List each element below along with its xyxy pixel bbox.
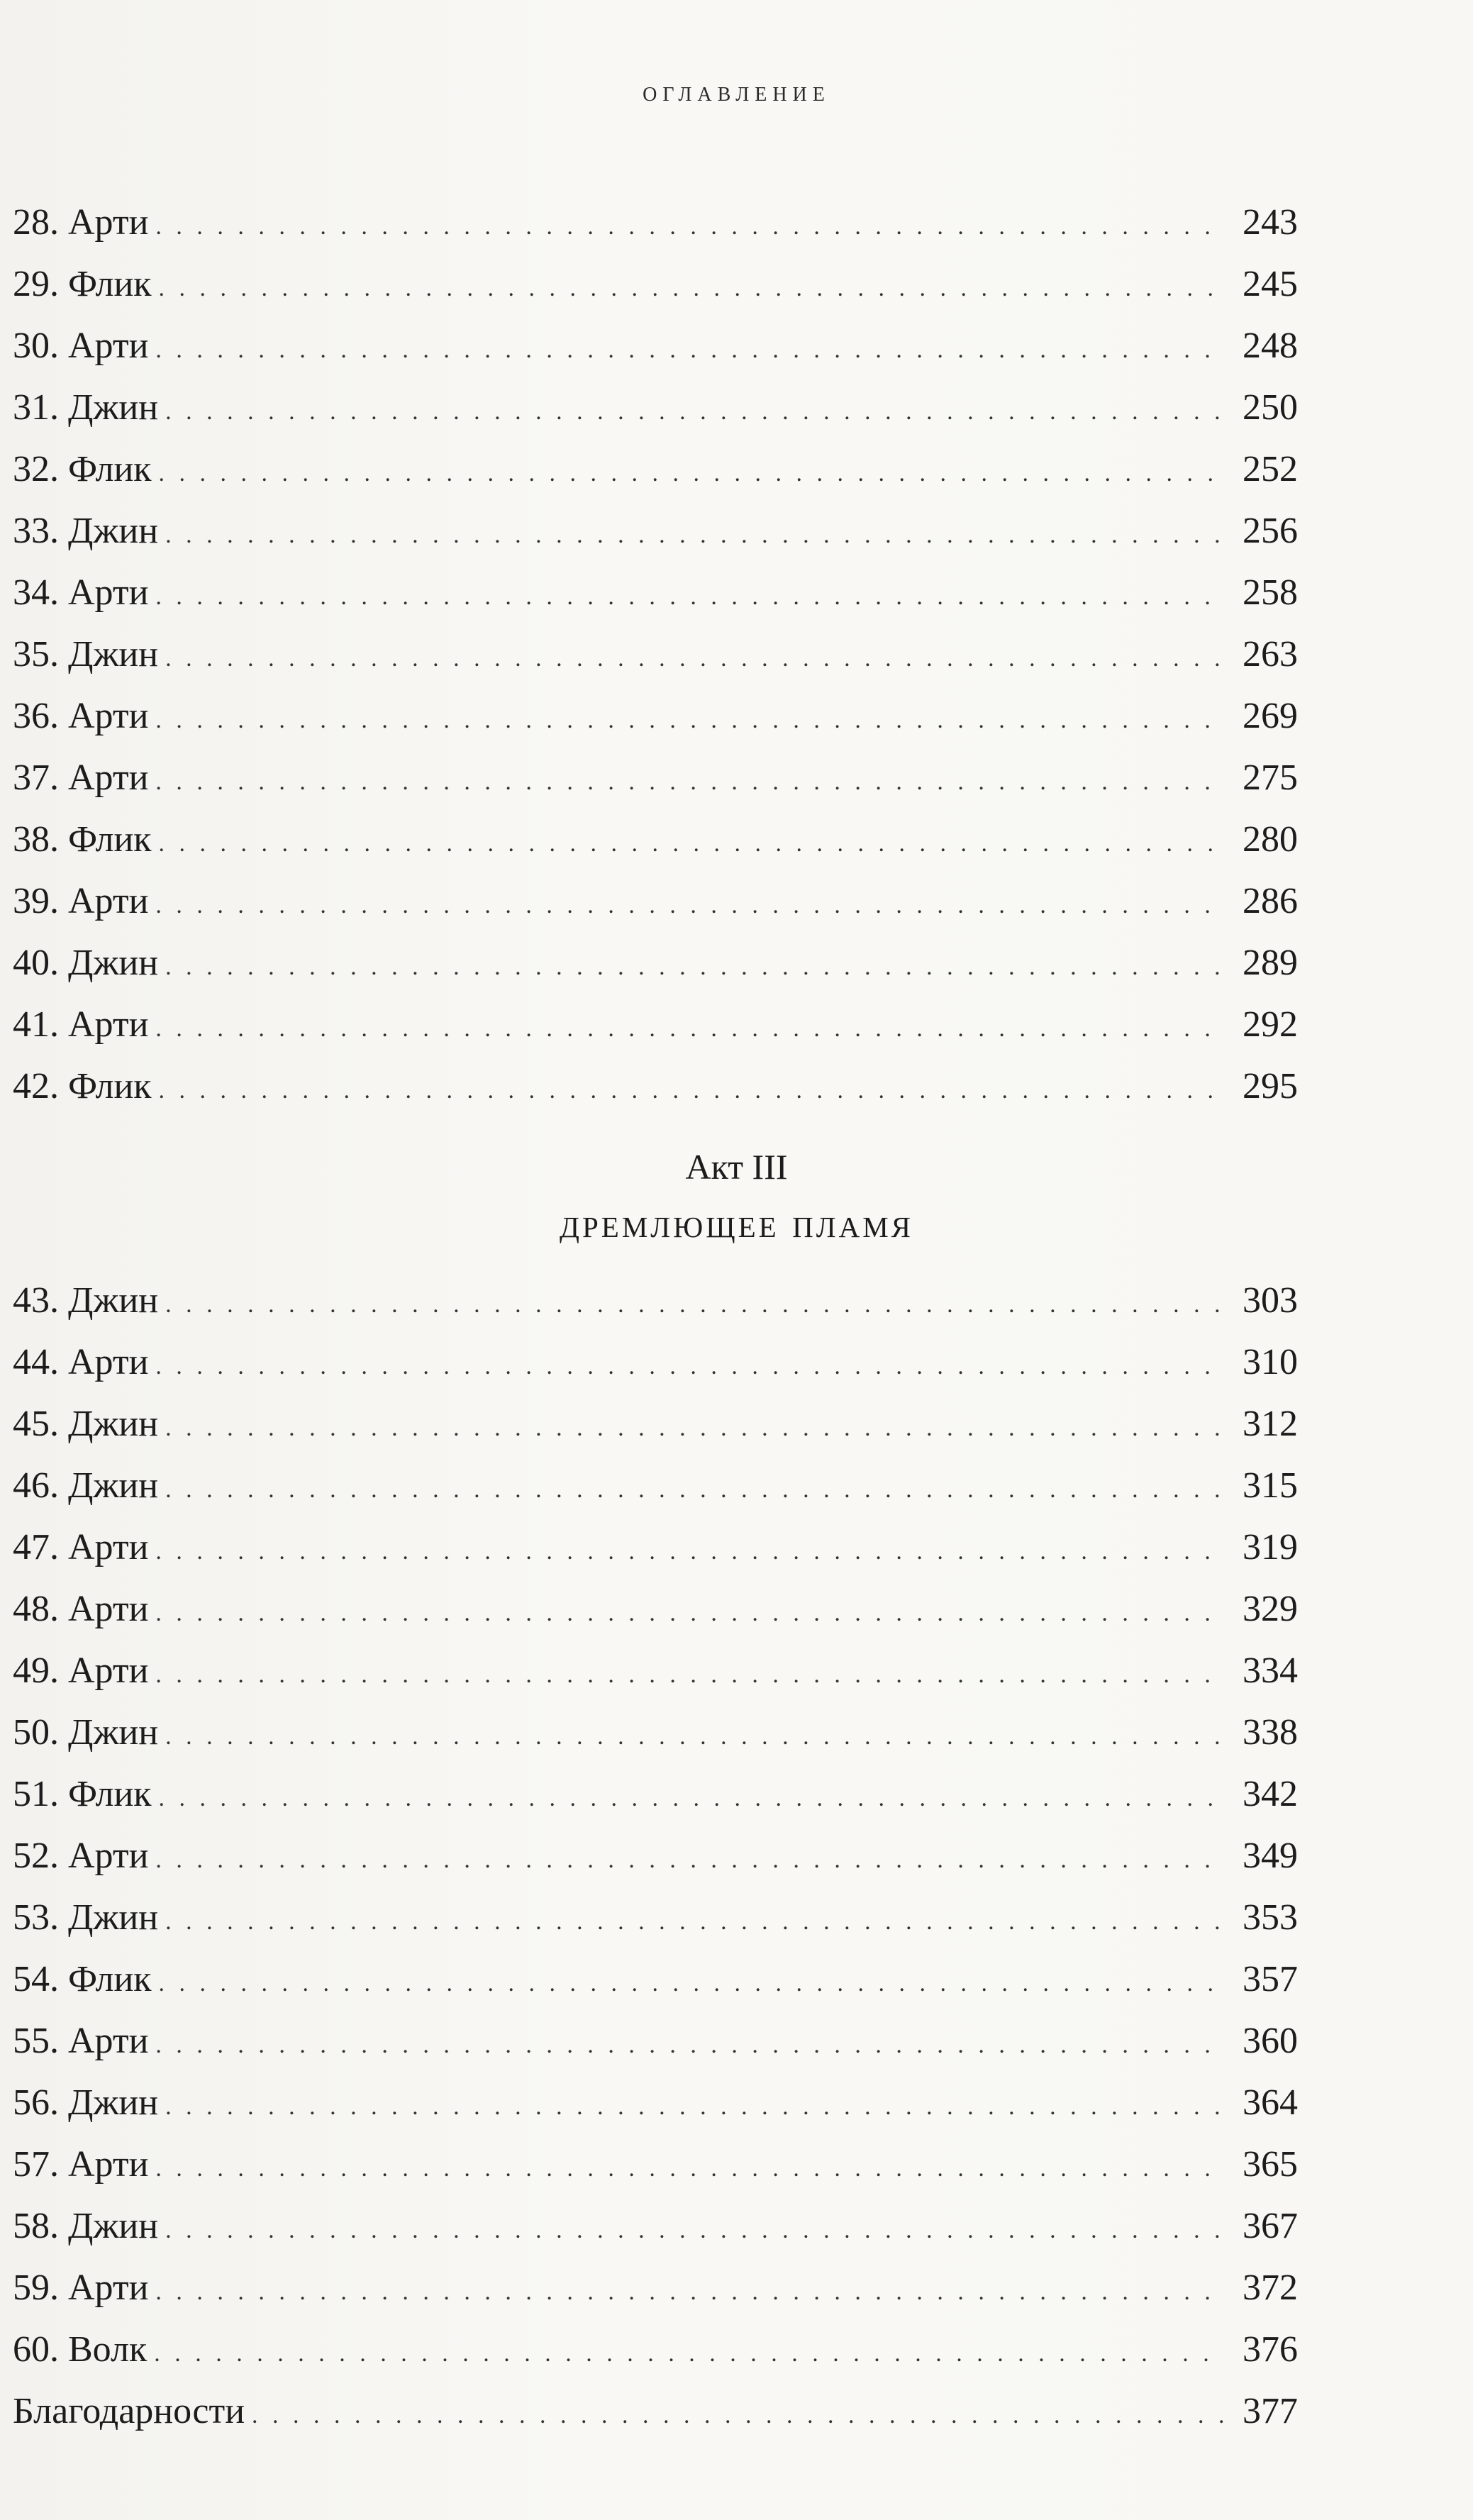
toc-entry-label: 52. Арти xyxy=(13,1836,149,1876)
dot-leader xyxy=(155,685,1223,751)
dot-leader xyxy=(155,1578,1223,1644)
toc-entry-label: 38. Флик xyxy=(13,819,152,860)
toc-list-part2 xyxy=(13,1270,1298,2442)
toc-entry-page: 315 xyxy=(1243,1465,1298,1506)
dot-leader xyxy=(165,623,1223,689)
dot-leader xyxy=(155,315,1223,381)
dot-leader xyxy=(165,1270,1223,1336)
toc-entry-label: 28. Арти xyxy=(13,202,149,243)
toc-entry xyxy=(13,1578,1298,1640)
toc-entry xyxy=(13,870,1298,932)
dot-leader xyxy=(159,1055,1223,1121)
toc-entry-label: 58. Джин xyxy=(13,2206,159,2246)
toc-entry-label: 51. Флик xyxy=(13,1774,152,1814)
toc-entry-page: 263 xyxy=(1243,634,1298,675)
dot-leader xyxy=(165,500,1223,566)
toc-entry xyxy=(13,1270,1298,1331)
dot-leader xyxy=(159,438,1223,504)
toc-entry-label: 42. Флик xyxy=(13,1066,152,1106)
toc-entry-page: 334 xyxy=(1243,1650,1298,1691)
toc-entry-page: 286 xyxy=(1243,881,1298,921)
toc-entry xyxy=(13,2195,1298,2257)
toc-entry xyxy=(13,2380,1298,2442)
toc-entry xyxy=(13,500,1298,562)
toc-entry xyxy=(13,2072,1298,2133)
toc-entry-label: 45. Джин xyxy=(13,1404,159,1444)
toc-entry-page: 360 xyxy=(1243,2021,1298,2061)
toc-entry xyxy=(13,2257,1298,2319)
toc-entry-label: 43. Джин xyxy=(13,1280,159,1321)
toc-entry xyxy=(13,1055,1298,1117)
toc-entry-page: 250 xyxy=(1243,387,1298,428)
toc-entry xyxy=(13,747,1298,809)
dot-leader xyxy=(159,1948,1223,2014)
toc-entry xyxy=(13,994,1298,1055)
toc-entry-label: 32. Флик xyxy=(13,449,152,489)
dot-leader xyxy=(155,747,1223,813)
dot-leader xyxy=(159,253,1223,319)
toc-entry-page: 269 xyxy=(1243,696,1298,736)
toc-entry-page: 357 xyxy=(1243,1959,1298,1999)
toc-entry-page: 342 xyxy=(1243,1774,1298,1814)
toc-entry-label: 57. Арти xyxy=(13,2144,149,2185)
dot-leader xyxy=(155,2257,1223,2323)
dot-leader xyxy=(155,192,1223,257)
toc-entry-page: 256 xyxy=(1243,511,1298,551)
toc-entry-label: 48. Арти xyxy=(13,1589,149,1629)
toc-entry-label: 31. Джин xyxy=(13,387,159,428)
toc-entry-page: 245 xyxy=(1243,264,1298,304)
toc-entry xyxy=(13,2319,1298,2380)
toc-entry xyxy=(13,1516,1298,1578)
toc-entry-label: 29. Флик xyxy=(13,264,152,304)
toc-entry-label: 49. Арти xyxy=(13,1650,149,1691)
toc-entry-page: 295 xyxy=(1243,1066,1298,1106)
toc-entry-page: 377 xyxy=(1243,2391,1298,2431)
dot-leader xyxy=(165,2072,1223,2138)
toc-entry-page: 248 xyxy=(1243,326,1298,366)
toc-entry-label: 34. Арти xyxy=(13,572,149,613)
toc-entry-label: 30. Арти xyxy=(13,326,149,366)
toc-entry-page: 364 xyxy=(1243,2082,1298,2123)
toc-entry-label: 46. Джин xyxy=(13,1465,159,1506)
dot-leader xyxy=(165,1455,1223,1521)
dot-leader xyxy=(155,562,1223,628)
toc-entry xyxy=(13,1455,1298,1516)
act-title: дремлющее пламя xyxy=(560,1200,913,1246)
toc-entry-page: 275 xyxy=(1243,757,1298,798)
dot-leader xyxy=(165,1393,1223,1459)
toc-entry-label: 59. Арти xyxy=(13,2268,149,2308)
toc-entry-label: 54. Флик xyxy=(13,1959,152,1999)
act-heading xyxy=(0,1142,1473,1255)
toc-entry xyxy=(13,562,1298,623)
toc-entry-page: 280 xyxy=(1243,819,1298,860)
toc-entry-page: 310 xyxy=(1243,1342,1298,1382)
toc-entry-page: 372 xyxy=(1243,2268,1298,2308)
toc-entry xyxy=(13,809,1298,870)
toc-entry-label: 35. Джин xyxy=(13,634,159,675)
dot-leader xyxy=(159,1763,1223,1829)
toc-entry xyxy=(13,2010,1298,2072)
dot-leader xyxy=(159,809,1223,875)
toc-entry xyxy=(13,377,1298,438)
toc-entry xyxy=(13,1702,1298,1763)
toc-entry xyxy=(13,1763,1298,1825)
toc-entry xyxy=(13,2133,1298,2195)
toc-entry-page: 289 xyxy=(1243,943,1298,983)
toc-entry-label: 47. Арти xyxy=(13,1527,149,1567)
toc-list-part1 xyxy=(13,192,1298,1117)
toc-entry-label: 40. Джин xyxy=(13,943,159,983)
toc-entry xyxy=(13,438,1298,500)
dot-leader xyxy=(165,1887,1223,1953)
toc-entry-label: 56. Джин xyxy=(13,2082,159,2123)
dot-leader xyxy=(252,2380,1223,2446)
toc-entry-page: 376 xyxy=(1243,2329,1298,2370)
toc-entry-page: 329 xyxy=(1243,1589,1298,1629)
toc-entry xyxy=(13,1948,1298,2010)
toc-entry-page: 367 xyxy=(1243,2206,1298,2246)
toc-entry-label: 41. Арти xyxy=(13,1004,149,1045)
toc-entry-label: 53. Джин xyxy=(13,1897,159,1938)
toc-entry-page: 319 xyxy=(1243,1527,1298,1567)
toc-entry xyxy=(13,1331,1298,1393)
dot-leader xyxy=(154,2319,1223,2385)
toc-entry-label: 55. Арти xyxy=(13,2021,149,2061)
toc-entry xyxy=(13,315,1298,377)
running-head: оглавление xyxy=(643,75,830,107)
dot-leader xyxy=(155,1331,1223,1397)
toc-entry-label: 50. Джин xyxy=(13,1712,159,1753)
toc-entry-page: 252 xyxy=(1243,449,1298,489)
act-number: Акт III xyxy=(685,1147,788,1187)
toc-entry-page: 353 xyxy=(1243,1897,1298,1938)
dot-leader xyxy=(165,1702,1223,1767)
toc-entry xyxy=(13,1640,1298,1702)
toc-entry xyxy=(13,932,1298,994)
toc-entry xyxy=(13,685,1298,747)
dot-leader xyxy=(155,1825,1223,1891)
toc-entry xyxy=(13,253,1298,315)
dot-leader xyxy=(165,2195,1223,2261)
dot-leader xyxy=(165,377,1223,443)
toc-entry-label: Благодарности xyxy=(13,2391,245,2431)
dot-leader xyxy=(155,1516,1223,1582)
dot-leader xyxy=(155,2133,1223,2199)
toc-entry xyxy=(13,623,1298,685)
toc-entry-page: 349 xyxy=(1243,1836,1298,1876)
toc-entry-page: 258 xyxy=(1243,572,1298,613)
dot-leader xyxy=(155,1640,1223,1706)
toc-entry-label: 37. Арти xyxy=(13,757,149,798)
dot-leader xyxy=(155,994,1223,1060)
toc-entry xyxy=(13,192,1298,253)
dot-leader xyxy=(155,2010,1223,2076)
dot-leader xyxy=(155,870,1223,936)
toc-entry-label: 39. Арти xyxy=(13,881,149,921)
toc-entry-page: 312 xyxy=(1243,1404,1298,1444)
toc-entry-page: 365 xyxy=(1243,2144,1298,2185)
toc-entry xyxy=(13,1393,1298,1455)
toc-entry-label: 44. Арти xyxy=(13,1342,149,1382)
toc-entry xyxy=(13,1887,1298,1948)
toc-entry-page: 243 xyxy=(1243,202,1298,243)
dot-leader xyxy=(165,932,1223,998)
toc-entry-label: 33. Джин xyxy=(13,511,159,551)
toc-entry-label: 36. Арти xyxy=(13,696,149,736)
toc-entry-page: 303 xyxy=(1243,1280,1298,1321)
toc-entry-page: 292 xyxy=(1243,1004,1298,1045)
toc-entry-label: 60. Волк xyxy=(13,2329,148,2370)
toc-entry-page: 338 xyxy=(1243,1712,1298,1753)
toc-entry xyxy=(13,1825,1298,1887)
